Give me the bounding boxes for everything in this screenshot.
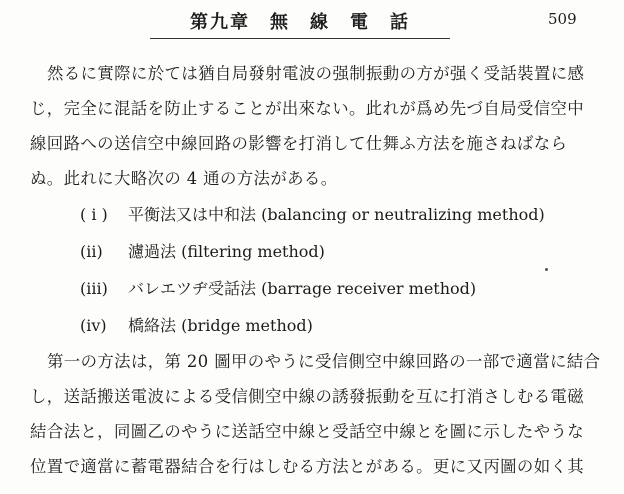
chapter-title: 第九章 無 線 電 話	[190, 12, 410, 33]
page-header	[150, 8, 450, 42]
method-label: バレエツヂ受話法 (barrage receiver method)	[128, 279, 477, 298]
method-label: 橋絡法 (bridge method)	[128, 316, 313, 335]
scan-speck	[545, 268, 548, 271]
method-item-4	[30, 307, 600, 344]
page-number: 509	[548, 10, 577, 28]
paragraph-2-line-2: し，送話搬送電波による受信側空中線の誘發振動を互に打消さしむる電磁	[30, 387, 585, 406]
method-item-1	[30, 196, 600, 233]
header-rule	[150, 38, 450, 39]
method-number: ( i )	[80, 205, 108, 224]
paragraph-1-line-3: 線回路への送信空中線回路の影響を打消して仕舞ふ方法を施さねばなら	[30, 134, 568, 153]
method-number: (ii)	[80, 242, 103, 261]
paragraph-2-line-3: 結合法と，同圖乙のやうに送話空中線と受話空中線とを圖に示したやうな	[30, 422, 585, 441]
method-item-3	[30, 270, 600, 307]
method-number: (iii)	[80, 279, 108, 298]
method-number: (iv)	[80, 316, 107, 335]
paragraph-1-line-2: じ，完全に混話を防止することが出來ない。此れが爲め先づ自局受信空中	[30, 99, 585, 118]
method-label: 平衡法又は中和法 (balancing or neutralizing method)	[128, 205, 545, 224]
paragraph-2-line-1: 第一の方法は，第 20 圖甲のやうに受信側空中線回路の一部で適當に結合	[47, 352, 601, 371]
paragraph-2-line-4: 位置で適當に蓄電器結合を行はしむる方法とがある。更に又丙圖の如く其	[30, 457, 585, 476]
method-label: 濾過法 (filtering method)	[128, 242, 325, 261]
body-text	[30, 56, 600, 484]
paragraph-1-line-1: 然るに實際に於ては猶自局發射電波の强制振動の方が强く受話裝置に感	[47, 64, 585, 83]
method-item-2	[30, 233, 600, 270]
paragraph-1-line-4: ぬ。此れに大略次の 4 通の方法がある。	[30, 169, 338, 188]
